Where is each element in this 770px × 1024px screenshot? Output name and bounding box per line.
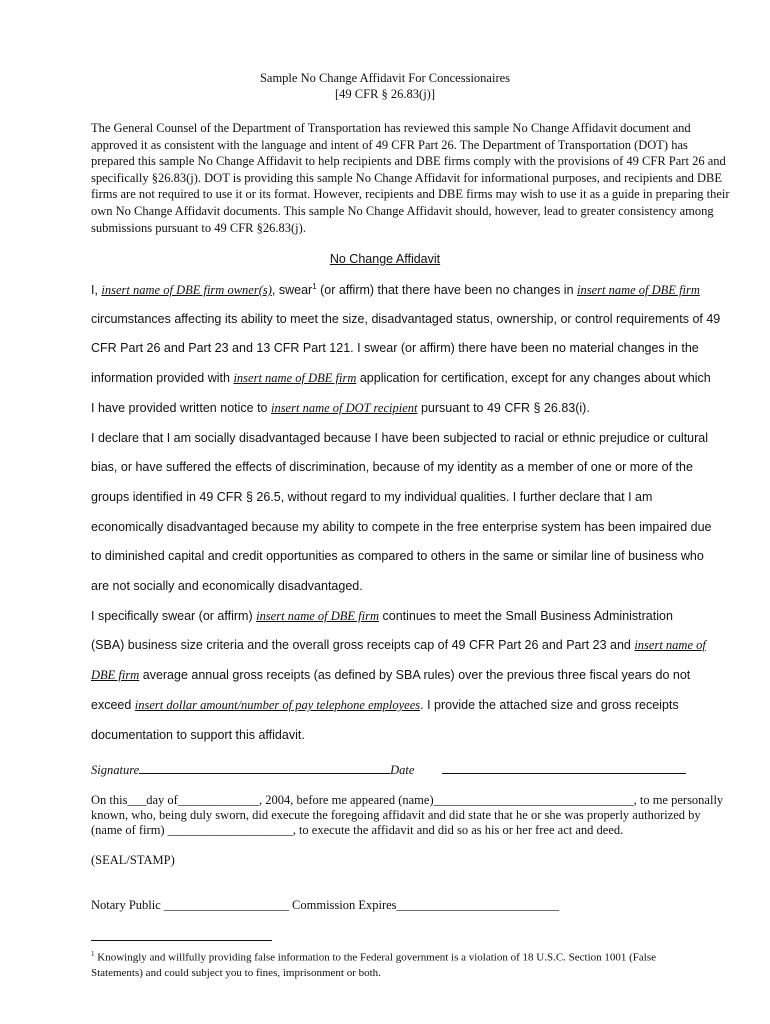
date-label: Date [390,763,415,777]
firm-name-placeholder: insert name of DBE firm [233,371,357,385]
firm-name-placeholder: insert name of DBE firm [577,283,700,298]
notary-paragraph: On this___day of_____________, 2004, before me appeared (name)________________________________, to me personally known, who, being duly sworn, did execute the foregoing affidavit and did state that he or she was properly authorized by (name of firm) ____________________, to execute the affidavit and did so as his or her free act and deed. [91,793,724,837]
footnote [91,947,691,981]
seal-stamp-label: (SEAL/STAMP) [91,853,175,867]
signature-row [91,761,686,778]
dollar-amount-placeholder: insert dollar amount/number of pay telephone employees [134,698,421,712]
signature-line [139,761,390,774]
p1-line-1: I, insert name of DBE firm owner(s), swear$^1$ (or affirm) that there have been no changes in insert name of DBE firm [91,282,700,298]
footnote-number: 1 [91,950,95,958]
affidavit-title: No Change Affidavit [329,252,441,266]
p2-line-5: to diminished capital and credit opportunities as compared to others in the same or similar line of business who [91,549,704,563]
title-line-2: [49 CFR § 26.83(j)] [335,87,435,101]
firm-name-placeholder: DBE firm [91,668,140,682]
signature-label: Signature [91,763,140,777]
p1-line-4: information provided with insert name of DBE firm application for certification, except for any changes about which [91,371,711,385]
p1-line-2: circumstances affecting its ability to meet the size, disadvantaged status, ownership, or control requirements of 49 [91,312,721,326]
footnote-divider [91,940,272,941]
date-line [442,761,686,774]
dot-recipient-placeholder: insert name of DOT recipient [270,401,418,415]
footnote-marker: 1 [312,282,317,291]
owner-name-placeholder: insert name of DBE firm owner(s) [101,283,272,298]
firm-name-placeholder: insert name of DBE firm [256,609,380,623]
firm-name-placeholder: insert name of [634,638,706,652]
title-line-1: Sample No Change Affidavit For Concessionaires [259,71,511,85]
p3-line-2: (SBA) business size criteria and the overall gross receipts cap of 49 CFR Part 26 and Part 23 and insert name of [91,638,706,652]
p2-line-6: are not socially and economically disadvantaged. [91,579,363,593]
p3-line-4: exceed insert dollar amount/number of pay telephone employees. I provide the attached size and gross receipts [91,698,679,712]
p2-line-4: economically disadvantaged because my ability to compete in the free enterprise system has been impaired due [91,520,712,534]
p3-line-5: documentation to support this affidavit. [91,728,305,742]
notary-public-line: Notary Public ____________________ Commission Expires__________________________ [91,898,560,912]
p2-line-2: bias, or have suffered the effects of discrimination, because of my identity as a member of one or more of the [91,460,693,474]
p2-line-3: groups identified in 49 CFR § 26.5, without regard to my individual qualities. I further declare that I am [91,490,653,504]
footnote-text: Knowingly and willfully providing false information to the Federal government is a violation of 18 U.S.C. Section 1001 (False Statements) and could subject you to fines, imprisonment or both. [91,951,657,979]
p3-line-1: I specifically swear (or affirm) insert name of DBE firm continues to meet the Small Business Administration [91,609,673,623]
document-title [0,70,770,102]
p2-line-1: I declare that I am socially disadvantaged because I have been subjected to racial or ethnic prejudice or cultural [91,431,709,445]
p3-line-3: DBE firm average annual gross receipts (as defined by SBA rules) over the previous three fiscal years do not [91,668,691,682]
p1-line-3: CFR Part 26 and Part 23 and 13 CFR Part 121. I swear (or affirm) there have been no material changes in the [91,341,699,355]
intro-paragraph: The General Counsel of the Department of Transportation has reviewed this sample No Change Affidavit document and approved it as consistent with the language and intent of 49 CFR Part 26. The Department of Transportation (DOT) has prepared this sample No Change Affidavit to help recipients and DBE firms comply with the provisions of 49 CFR Part 26 and specifically §26.83(j). DOT is providing this sample No Change Affidavit for informational purposes, and recipients and DBE firms are not required to use it or its format. However, recipients and DBE firms may wish to use it as a guide in preparing their own No Change Affidavit documents. This sample No Change Affidavit should, however, lead to greater consistency among submissions pursuant to 49 CFR §26.83(j). [91,121,730,235]
p1-line-5: I have provided written notice to insert name of DOT recipient pursuant to 49 CFR § 26.83(i). [91,401,590,415]
